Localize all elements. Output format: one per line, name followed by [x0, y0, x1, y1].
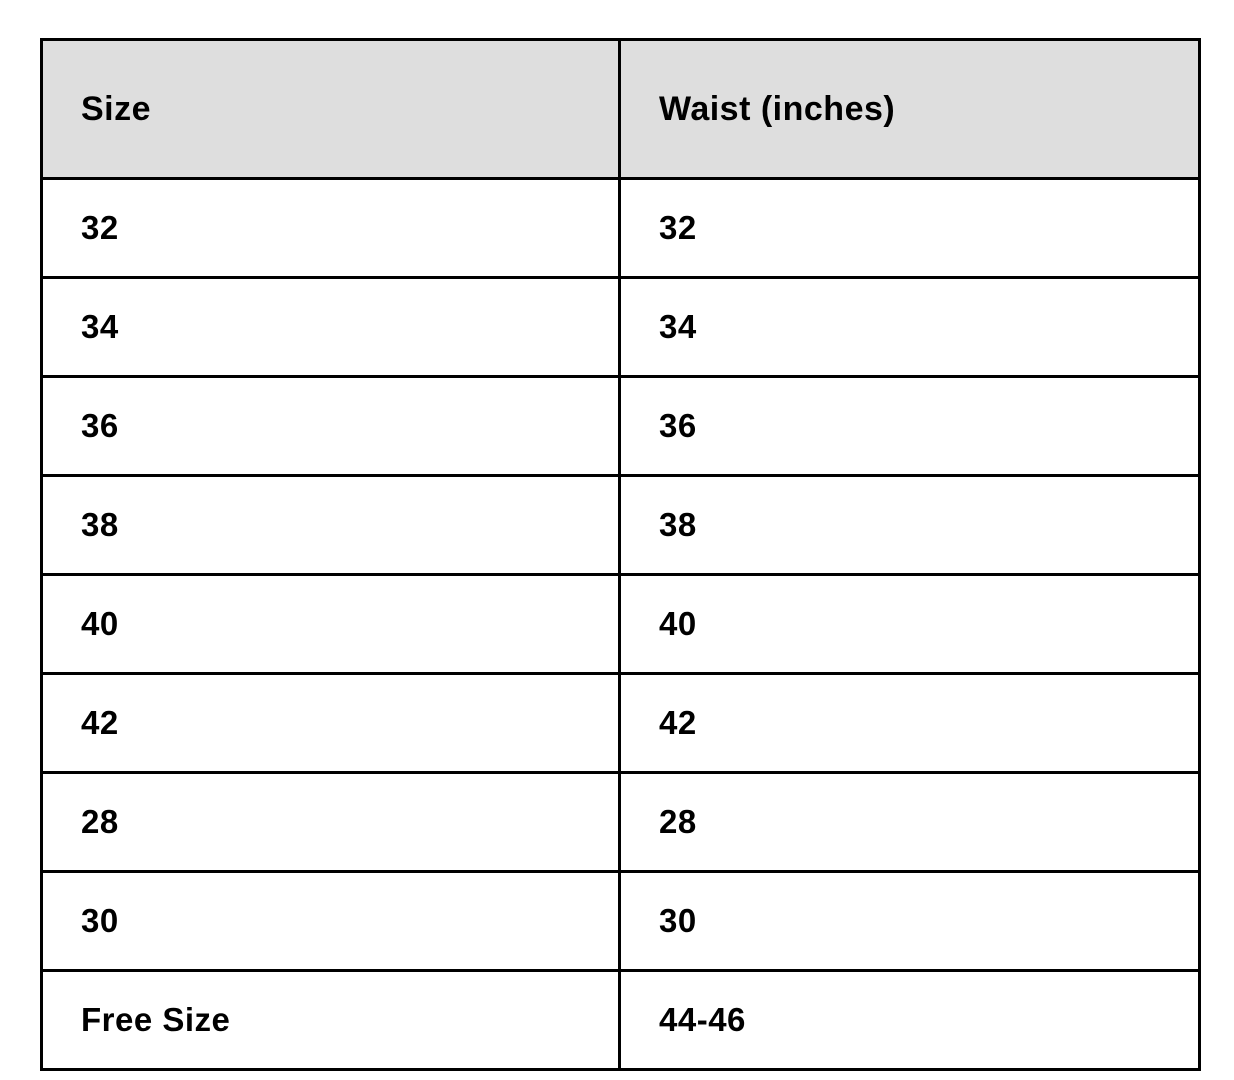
cell-size: 38 — [42, 476, 620, 575]
cell-size: 34 — [42, 278, 620, 377]
table-body — [42, 179, 1200, 1070]
column-header-size: Size — [42, 40, 620, 179]
cell-size: 28 — [42, 773, 620, 872]
table-row — [42, 575, 1200, 674]
cell-waist: 32 — [620, 179, 1200, 278]
cell-waist: 42 — [620, 674, 1200, 773]
table-header-row — [42, 40, 1200, 179]
table-row — [42, 278, 1200, 377]
cell-waist: 34 — [620, 278, 1200, 377]
cell-waist: 30 — [620, 872, 1200, 971]
table-header — [42, 40, 1200, 179]
column-header-waist: Waist (inches) — [620, 40, 1200, 179]
table-row — [42, 476, 1200, 575]
cell-waist: 38 — [620, 476, 1200, 575]
cell-size: Free Size — [42, 971, 620, 1070]
table-row — [42, 179, 1200, 278]
cell-size: 32 — [42, 179, 620, 278]
table-row — [42, 377, 1200, 476]
table-row — [42, 872, 1200, 971]
size-chart-container — [40, 38, 1198, 1071]
cell-size: 42 — [42, 674, 620, 773]
cell-waist: 28 — [620, 773, 1200, 872]
cell-waist: 40 — [620, 575, 1200, 674]
cell-waist: 44-46 — [620, 971, 1200, 1070]
table-row — [42, 773, 1200, 872]
size-chart-table — [40, 38, 1201, 1071]
table-row — [42, 971, 1200, 1070]
cell-size: 36 — [42, 377, 620, 476]
cell-size: 30 — [42, 872, 620, 971]
cell-size: 40 — [42, 575, 620, 674]
table-row — [42, 674, 1200, 773]
cell-waist: 36 — [620, 377, 1200, 476]
